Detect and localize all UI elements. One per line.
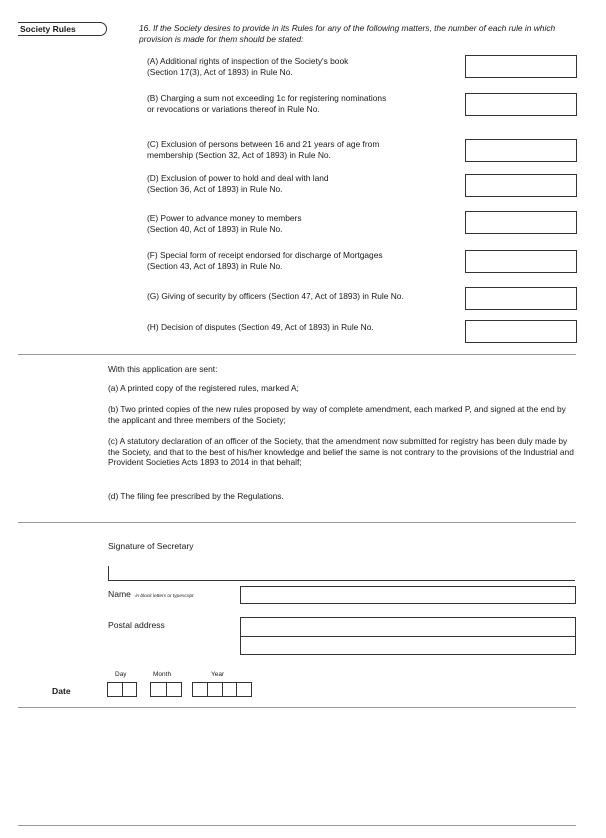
name-label	[108, 589, 193, 599]
item-b-rule-number-box[interactable]	[465, 93, 577, 116]
item-a-text	[147, 56, 457, 78]
divider-2	[18, 522, 576, 523]
item-e-line1: (E) Power to advance money to members	[147, 213, 302, 223]
application-heading: With this application are sent:	[108, 364, 218, 374]
item-e-line2: (Section 40, Act of 1893) in Rule No.	[147, 224, 283, 234]
item-f-line2: (Section 43, Act of 1893) in Rule No.	[147, 261, 283, 271]
item-h-text	[147, 322, 477, 333]
divider-1	[18, 354, 576, 355]
society-rules-tab: Society Rules	[18, 22, 107, 36]
item-c-line2: membership (Section 32, Act of 1893) in Rule No.	[147, 150, 331, 160]
name-hint: in block letters or typescript	[135, 594, 194, 599]
item-c-rule-number-box[interactable]	[465, 139, 577, 162]
item-f-line1: (F) Special form of receipt endorsed for discharge of Mortgages	[147, 250, 383, 260]
item-c-text	[147, 139, 457, 161]
item-g-line1: (G) Giving of security by officers (Section 47, Act of 1893) in Rule No.	[147, 291, 404, 301]
item-d-line2: (Section 36, Act of 1893) in Rule No.	[147, 184, 283, 194]
enclosure-c: (c) A statutory declaration of an officer of the Society, that the amendment now submitted for registry has been duly made by the Society, and that to the best of his/her knowledge and belief the same is not contrary to the provisions of the Industrial and Provident Societies Acts 1893 to 2014 in that behalf;	[108, 436, 574, 467]
item-g-rule-number-box[interactable]	[465, 287, 577, 310]
day-label: Day	[115, 671, 127, 678]
item-g-text	[147, 291, 477, 302]
item-f-rule-number-box[interactable]	[465, 250, 577, 273]
item-d-rule-number-box[interactable]	[465, 174, 577, 197]
postal-address-label: Postal address	[108, 620, 165, 630]
postal-address-field[interactable]	[240, 617, 576, 655]
item-b-line1: (B) Charging a sum not exceeding 1c for registering nominations	[147, 93, 387, 103]
postal-address-divider	[241, 636, 575, 637]
item-h-line1: (H) Decision of disputes (Section 49, Act of 1893) in Rule No.	[147, 322, 374, 332]
item-a-rule-number-box[interactable]	[465, 55, 577, 78]
item-a-line2: (Section 17(3), Act of 1893) in Rule No.	[147, 67, 293, 77]
item-b-line2: or revocations or variations thereof in Rule No.	[147, 104, 320, 114]
divider-3	[18, 707, 576, 708]
item-d-line1: (D) Exclusion of power to hold and deal with land	[147, 173, 329, 183]
item-e-text	[147, 213, 457, 235]
item-d-text	[147, 173, 457, 195]
item-c-line1: (C) Exclusion of persons between 16 and 21 years of age from	[147, 139, 380, 149]
signature-label: Signature of Secretary	[108, 541, 194, 551]
year-label: Year	[211, 671, 225, 678]
month-field[interactable]	[150, 682, 182, 697]
name-label-text: Name	[108, 589, 131, 599]
name-field[interactable]	[240, 586, 576, 604]
item-f-text	[147, 250, 457, 272]
signature-line[interactable]	[108, 566, 575, 581]
item-b-text	[147, 93, 457, 115]
section-16-intro: 16. If the Society desires to provide in its Rules for any of the following matters, the number of each rule in which provision is made for them should be stated:	[139, 23, 556, 44]
enclosure-b: (b) Two printed copies of the new rules proposed by way of complete amendment, each marked P, and signed at the end by the applicant and three members of the Society;	[108, 404, 566, 425]
month-label: Month	[153, 671, 172, 678]
enclosure-a: (a) A printed copy of the registered rules, marked A;	[108, 383, 299, 393]
year-field[interactable]	[192, 682, 252, 697]
date-label: Date	[52, 686, 71, 696]
item-a-line1: (A) Additional rights of inspection of the Society's book	[147, 56, 349, 66]
enclosure-d: (d) The filing fee prescribed by the Regulations.	[108, 491, 284, 501]
item-e-rule-number-box[interactable]	[465, 211, 577, 234]
day-field[interactable]	[107, 682, 137, 697]
divider-4	[18, 825, 576, 826]
item-h-rule-number-box[interactable]	[465, 320, 577, 343]
